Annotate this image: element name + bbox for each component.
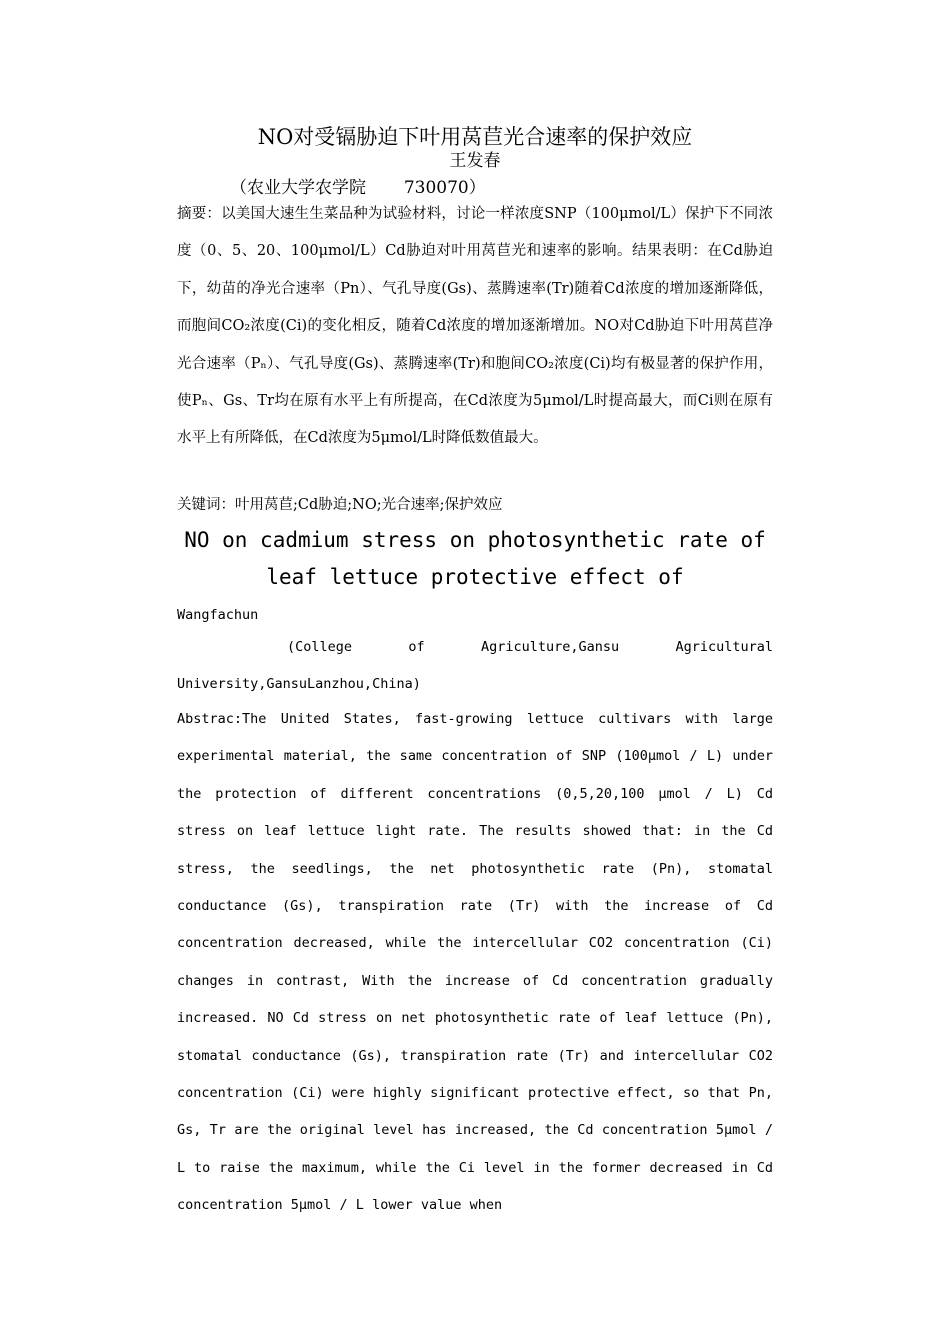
paper-title-zh: NO对受镉胁迫下叶用莴苣光合速率的保护效应 bbox=[257, 125, 693, 149]
affiliation-en: (College of Agriculture,Gansu Agricultural University,GansuLanzhou,China) bbox=[177, 639, 773, 693]
author-zh: 王发春 bbox=[449, 151, 501, 171]
abstract-zh: 摘要：以美国大速生生菜品种为试验材料，讨论一样浓度SNP（100μmol/L）保护下不同浓度（0、5、20、100μmol/L）Cd胁迫对叶用莴苣光和速率的影响。结果表明：在Cd胁迫下，幼苗的净光合速率（Pn）、气孔导度(Gs)、蒸腾速率(Tr)随着Cd浓度的增加逐渐降低，而胞间CO₂浓度(Ci)的变化相反，随着Cd浓度的增加逐渐增加。NO对Cd胁迫下叶用莴苣净光合速率（Pₙ）、气孔导度(Gs)、蒸腾速率(Tr)和胞间CO₂浓度(Ci)均有极显著的保护作用，使Pₙ、Gs、Tr均在原有水平上有所提高，在Cd浓度为5μmol/L时提高最大，而Ci则在原有水平上有所降低，在Cd浓度为5μmol/L时降低数值最大。 bbox=[177, 206, 773, 447]
paper-title-en: NO on cadmium stress on photosynthetic rate of leaf lettuce protective effect of bbox=[184, 528, 766, 589]
abstract-en: Abstrac:The United States, fast-growing lettuce cultivars with large experimental material, the same concentration of SNP (100μmol / L) under the protection of different concentrations (0,5,20,100 μmol / L) Cd stress on leaf lettuce light rate. The results showed that: in the Cd stress, the seedlings, the net photosynthetic rate (Pn), stomatal conductance (Gs), transpiration rate (Tr) with the increase of Cd concentration decreased, while the intercellular CO2 concentration (Ci) changes in contrast, With the increase of Cd concentration gradually increased. NO Cd stress on net photosynthetic rate of leaf lettuce (Pn), stomatal conductance (Gs), transpiration rate (Tr) and intercellular CO2 concentration (Ci) were highly significant protective effect, so that Pn, Gs, Tr are the original level has increased, the Cd concentration 5μmol / L to raise the maximum, while the Ci level in the former decreased in Cd concentration 5μmol / L lower value when bbox=[177, 711, 773, 1214]
keywords-zh: 关键词：叶用莴苣;Cd胁迫;NO;光合速率;保护效应 bbox=[177, 497, 503, 513]
affiliation-zh: （农业大学农学院 730070） bbox=[230, 178, 486, 198]
author-en: Wangfachun bbox=[177, 607, 259, 623]
